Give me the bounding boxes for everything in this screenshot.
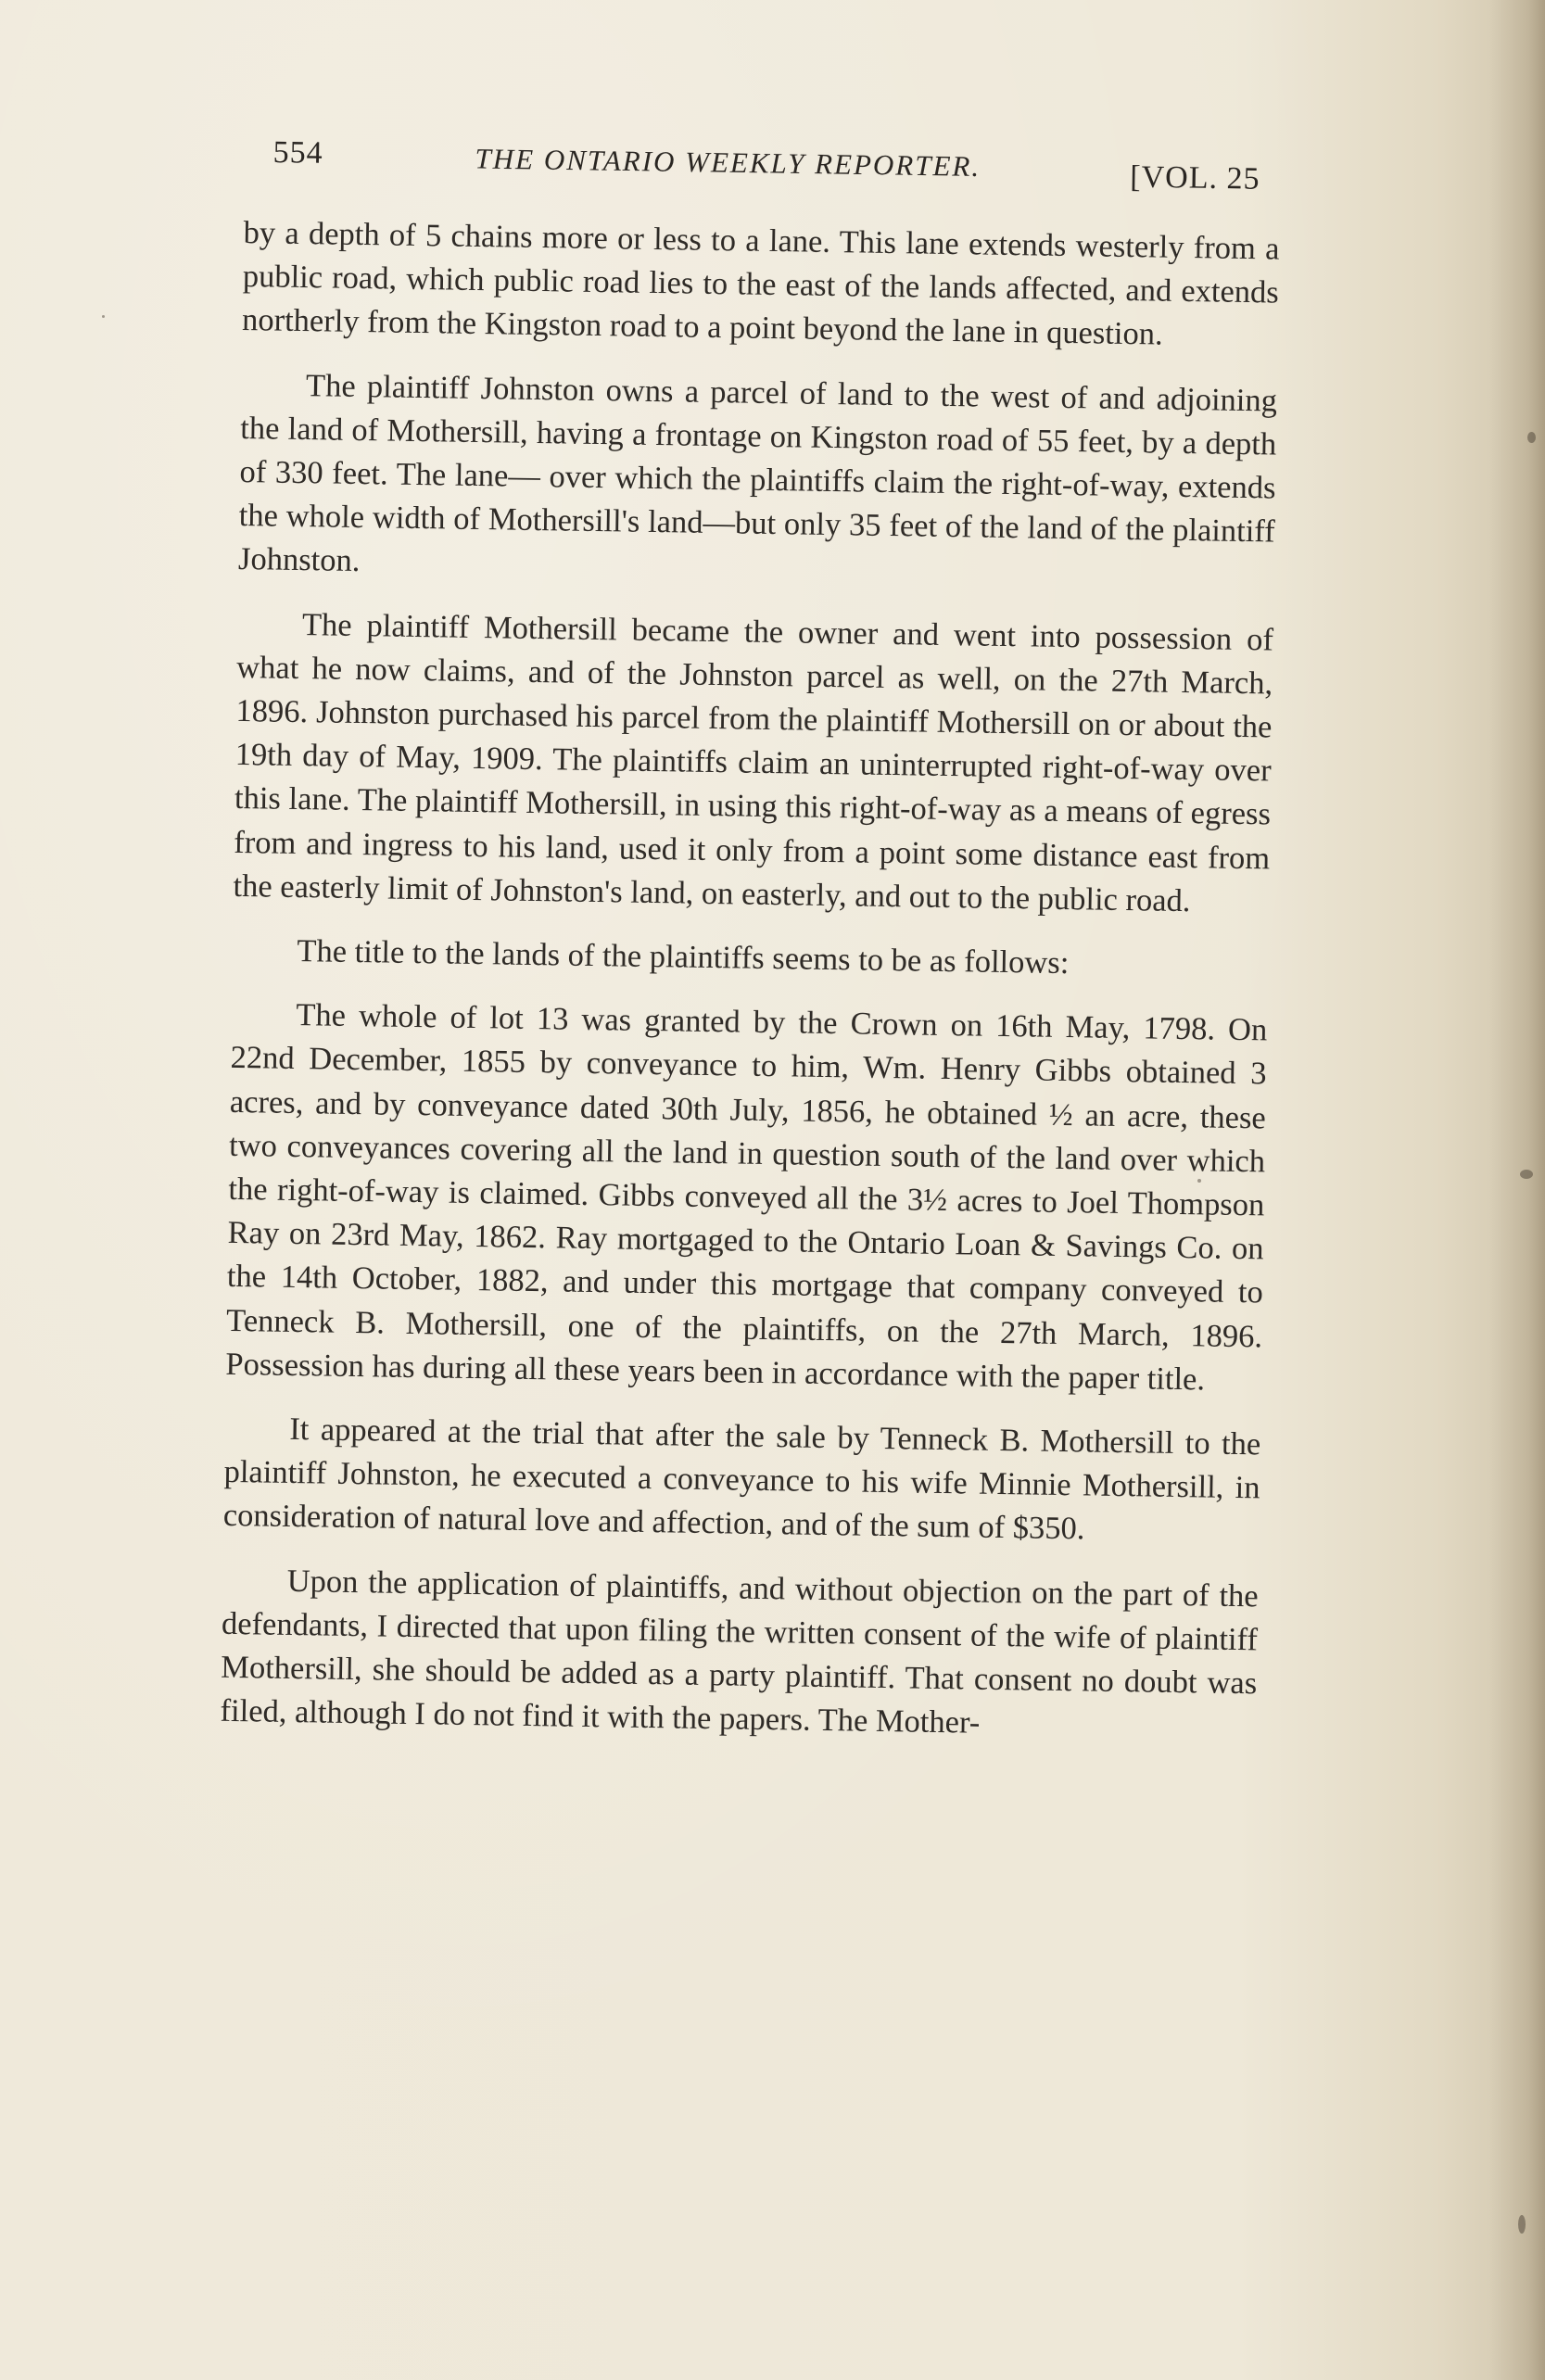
paragraph: The whole of lot 13 was granted by the Crown on 16th May, 1798. On 22nd December, 1855 by conveyance to him, Wm. Henry Gibbs obtained 3 acres, and by conveyance dated 30th July, 1856, he obtained ½ an acre, these two conveyances covering all the land in question south of the land over which the right-of-way is claimed. Gibbs conveyed all the 3½ acres to Joel Thompson Ray on 23rd May, 1862. Ray mortgaged to the Ontario Loan & Savings Co. on the 14th October, 1882, and under this mortgage that company conveyed to Tenneck B. Mothersill, one of the plaintiffs, on the 27th March, 1896. Possession has during all these years been in accordance with the paper title.	[225, 997, 1268, 1398]
paragraph: Upon the application of plaintiffs, and without objection on the part of the defendants, I directed that upon filing the written consent of the wife of plaintiff Mothersill, she should be added as a party plaintiff. That consent no doubt was filed, although I do not find it with the papers. The Mother-	[220, 1563, 1259, 1741]
running-title: THE ONTARIO WEEKLY REPORTER.	[475, 142, 981, 183]
paper-speck	[1197, 1179, 1201, 1183]
paper-speck	[1527, 432, 1536, 443]
paper-speck	[1520, 1170, 1533, 1179]
page-number: 554	[272, 134, 323, 171]
paragraph: The title to the lands of the plaintiffs seems to be as follows:	[297, 933, 1070, 981]
paragraph: It appeared at the trial that after the sale by Tenneck B. Mothersill to the plaintiff Johnston, he executed a conveyance to his wife Minnie Mothersill, in consideration of natural love and affection, and of the sum of $350.	[222, 1412, 1261, 1547]
paragraph: The plaintiff Johnston owns a parcel of land to the west of and adjoining the land of Mothersill, having a frontage on Kingston road of 55 feet, by a depth of 330 feet. The lane— over which the plaintiffs claim the right-of-way, extends the whole width of Mothersill's land—but only 35 feet of the land of the plaintiff Johnston.	[237, 367, 1278, 579]
body-text	[220, 211, 1280, 1770]
paragraph: The plaintiff Mothersill became the owner and went into possession of what he now claims, and of the Johnston parcel as well, on the 27th March, 1896. Johnston purchased his parcel from the plaintiff Mothersill on or about the 19th day of May, 1909. The plaintiffs claim an uninterrupted right-of-way over this lane. The plaintiff Mothersill, in using this right-of-way as a means of egress from and ingress to his land, used it only from a point some distance east from the easterly limit of Johnston's land, on easterly, and out to the public road.	[233, 606, 1274, 918]
page-edge-shadow	[1489, 0, 1545, 2380]
paragraph: by a depth of 5 chains more or less to a lane. This lane extends westerly from a public road, which public road lies to the east of the lands affected, and extends northerly from the Kingston road to a point beyond the lane in question.	[241, 214, 1280, 352]
paper-speck	[1518, 2215, 1526, 2234]
paper-speck	[102, 315, 105, 318]
running-header	[272, 132, 1284, 212]
volume-label: [VOL. 25	[1130, 159, 1260, 196]
